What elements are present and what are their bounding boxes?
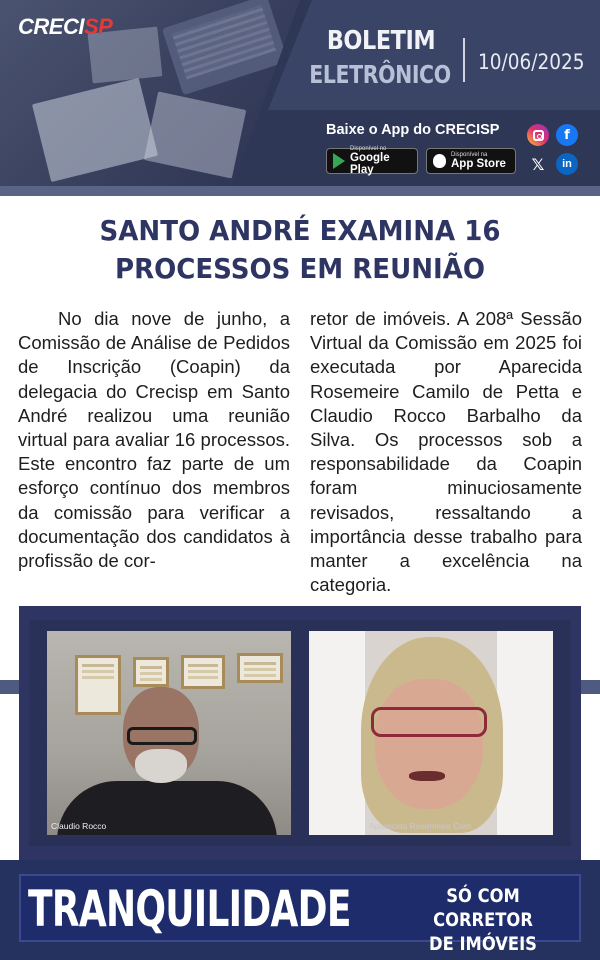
google-play-small-label: Disponível no (350, 146, 387, 152)
app-store-button[interactable] (426, 148, 516, 174)
google-play-button[interactable] (326, 148, 418, 174)
video-tile-participant2 (309, 631, 553, 835)
issue-date: 10/06/2025 (478, 50, 585, 74)
crecisp-logo[interactable]: CRECISP (18, 14, 113, 39)
article-headline (40, 212, 561, 288)
participant-mouth (409, 771, 445, 781)
facebook-icon[interactable]: f (556, 124, 578, 146)
wall-certificate (133, 657, 169, 687)
participant1-name: Claudio Rocco (51, 821, 107, 831)
title-divider (463, 38, 465, 82)
app-store-label: App Store (451, 157, 506, 170)
x-icon[interactable]: 𝕏 (531, 154, 545, 174)
banner-sub-line2: DE IMÓVEIS (429, 933, 537, 955)
article-column-left: No dia nove de junho, a Comissão de Análise de Pedidos de Inscrição (Coapin) da delegacia do Crecisp em Santo André realizou uma reunião virtual para avaliar 16 processos. Este encontro faz parte de um esforço contínuo dos membros da comissão para verificar a documentação dos candidatos à profissão de cor- (18, 308, 290, 572)
article-column-right: retor de imóveis. A 208ª Sessão Virtual da Comissão em 2025 foi executada por Aparecida Rosemeire Camilo de Petta e Claudio Rocco Barbalho da Silva. Os processos sob a responsabilidade da Coapin foram minuciosamente revisados, ressaltando a importância desse trabalho para manter a excelência na categoria. (310, 308, 582, 596)
wall-certificate (181, 655, 225, 689)
google-play-label: Google Play (350, 152, 390, 176)
banner-subtext (403, 884, 563, 956)
header-stripe (0, 186, 600, 196)
document-sheet (144, 91, 247, 178)
laptop-illustration (162, 0, 288, 95)
apple-icon (433, 154, 446, 168)
app-store-small-label: Disponível na (451, 151, 488, 158)
linkedin-icon[interactable]: in (556, 153, 578, 175)
video-tile-participant1 (47, 631, 291, 835)
participant-beard (135, 749, 187, 783)
banner-sub-line1: SÓ COM CORRETOR (433, 885, 533, 931)
participant-glasses (371, 707, 487, 737)
google-play-icon (333, 153, 345, 169)
newsletter-header (0, 0, 600, 196)
headline-line1: SANTO ANDRÉ EXAMINA 16 (99, 214, 501, 247)
participant-face (375, 679, 483, 809)
wall-certificate (75, 655, 121, 715)
document-sheet (32, 78, 158, 182)
wall-certificate (237, 653, 283, 683)
newsletter-title-line1: BOLETIM (326, 26, 436, 56)
app-download-cta: Baixe o App do CRECISP (326, 122, 500, 138)
participant-glasses (127, 727, 197, 745)
newsletter-title-line2: ELETRÔNICO (309, 60, 451, 89)
headline-line2: PROCESSOS EM REUNIÃO (115, 252, 485, 285)
participant2-name: Aparecida Rosemeire Cam (369, 821, 472, 831)
banner-main-text: TRANQUILIDADE (28, 880, 351, 938)
instagram-icon[interactable] (527, 124, 549, 146)
